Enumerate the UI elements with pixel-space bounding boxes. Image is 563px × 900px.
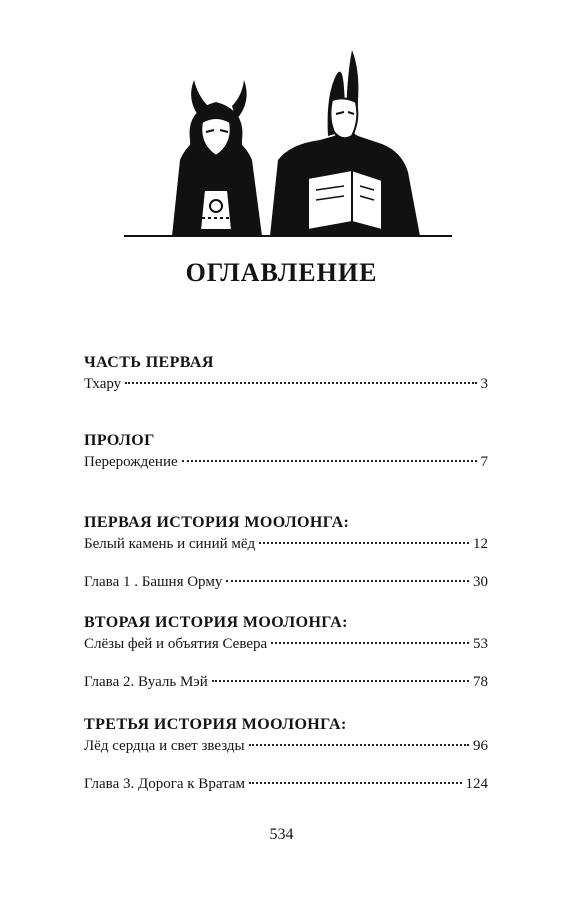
toc-section-part-one — [84, 352, 488, 394]
toc-title: ОГЛАВЛЕНИЕ — [185, 258, 378, 287]
entry-label: Глава 2. Вуаль Мэй — [84, 674, 208, 690]
dot-leader — [226, 580, 469, 582]
toc-entry[interactable] — [84, 534, 488, 554]
entry-label: Перерождение — [84, 454, 178, 470]
entry-label: Тхару — [84, 376, 122, 392]
section-heading: ТРЕТЬЯ ИСТОРИЯ МООЛОНГА: — [84, 716, 347, 733]
section-heading: ПЕРВАЯ ИСТОРИЯ МООЛОНГА: — [84, 514, 350, 531]
toc-entry[interactable] — [84, 672, 488, 692]
dot-leader — [125, 382, 476, 384]
dot-leader — [249, 782, 462, 784]
entry-label: Глава 3. Дорога к Вратам — [84, 776, 245, 792]
dot-leader — [271, 642, 469, 644]
entry-page: 53 — [473, 636, 488, 652]
toc-entry[interactable] — [84, 572, 488, 592]
section-heading: ПРОЛОГ — [84, 432, 155, 449]
toc-section-story-three — [84, 714, 488, 794]
entry-page: 30 — [473, 574, 488, 590]
dot-leader — [212, 680, 469, 682]
entry-label: Лёд сердца и свет звезды — [84, 738, 245, 754]
toc-section-story-one — [84, 512, 488, 592]
toc-section-prologue — [84, 430, 488, 472]
entry-label: Белый камень и синий мёд — [84, 536, 256, 552]
two-figures-illustration — [120, 40, 456, 250]
section-heading: ЧАСТЬ ПЕРВАЯ — [84, 354, 214, 371]
entry-page: 7 — [480, 454, 488, 470]
entry-page: 96 — [473, 738, 488, 754]
entry-page: 3 — [480, 376, 488, 392]
toc-entry[interactable] — [84, 774, 488, 794]
entry-label: Слёзы фей и объятия Севера — [84, 636, 268, 652]
page-number: 534 — [269, 826, 294, 843]
entry-page: 78 — [473, 674, 488, 690]
toc-entry[interactable] — [84, 374, 488, 394]
entry-page: 12 — [473, 536, 488, 552]
entry-label: Глава 1 . Башня Орму — [84, 574, 223, 590]
dot-leader — [259, 542, 469, 544]
toc-entry[interactable] — [84, 452, 488, 472]
toc-entry[interactable] — [84, 634, 488, 654]
toc-entry[interactable] — [84, 736, 488, 756]
section-heading: ВТОРАЯ ИСТОРИЯ МООЛОНГА: — [84, 614, 348, 631]
dot-leader — [182, 460, 477, 462]
entry-page: 124 — [465, 776, 488, 792]
dot-leader — [249, 744, 469, 746]
toc-section-story-two — [84, 612, 488, 692]
